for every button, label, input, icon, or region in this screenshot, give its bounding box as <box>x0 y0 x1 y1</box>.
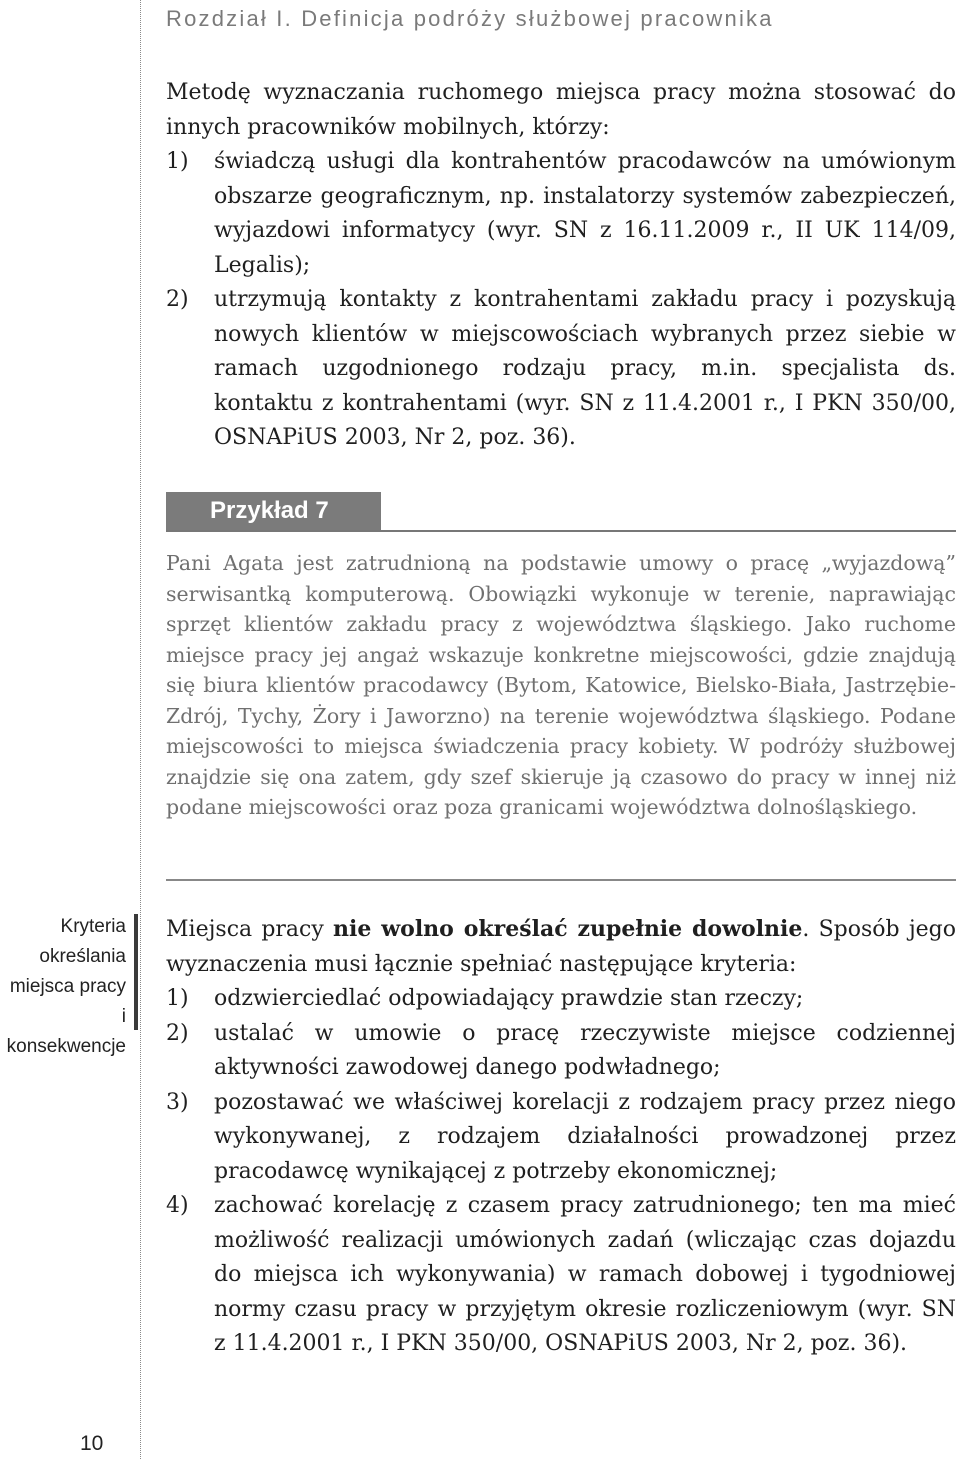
list-item <box>166 1017 956 1086</box>
margin-divider <box>140 0 141 1459</box>
criteria-section <box>166 912 956 1362</box>
example-text: Pani Agata jest zatrudnioną na podstawie umowy o pracę „wyjazdową” serwisantką komputerową. Obowiązki wykonuje w terenie, naprawiając sprzęt klientów zakładu pracy z województwa śląskiego. Jako ruchome miejsce pracy jej angaż wskazuje konkretne miejscowości, gdzie znajdują się biura klientów pracodawcy (Bytom, Katowice, Bielsko-Biała, Jastrzębie-Zdrój, Tychy, Żory i Jaworzno) na terenie województwa śląskiego. Podane miejscowości to miejsca świadczenia pracy kobiety. W podróży służbowej znajdzie się ona zatem, gdy szef skieruje ją czasowo do pracy w innej niż podane miejscowości oraz poza granicami województwa dolnośląskiego. <box>166 551 956 819</box>
chapter-header: Rozdział I. Definicja podróży służbowej pracownika <box>166 6 774 31</box>
example-header <box>166 492 956 532</box>
margin-note-line: i konsekwencje <box>6 1006 126 1057</box>
margin-note-line: Kryteria <box>60 916 126 937</box>
mobile-workers-section <box>166 76 956 456</box>
section-separator <box>166 879 956 881</box>
margin-note-line: określania <box>39 946 126 967</box>
margin-note-bar <box>134 914 138 1030</box>
list-text: zachować korelację z czasem pracy zatrudnionego; ten ma mieć możliwość realizacji umówionych zadań (wliczając czas dojazdu do miejsca ich wykonywania) w ramach dobowej i tygodniowej normy czasu pracy w przyjętym okresie rozliczeniowym (wyr. SN z 11.4.2001 r., I PKN 350/00, OSNAPiUS 2003, Nr 2, poz. 36). <box>214 1193 956 1356</box>
criteria-intro-end: . Sposób jego wyznaczenia musi łącznie spełniać następujące kryteria: <box>166 917 956 977</box>
list-number: 2) <box>166 1020 189 1046</box>
list-item <box>166 145 956 283</box>
list-number: 3) <box>166 1089 189 1115</box>
list-item <box>166 1086 956 1190</box>
margin-note <box>6 912 126 1062</box>
list-number: 4) <box>166 1193 189 1218</box>
criteria-intro <box>166 912 956 982</box>
list-text: utrzymują kontakty z kontrahentami zakładu pracy i pozyskują nowych klientów w miejscowościach wybranych przez siebie w ramach uzgodnionego rodzaju pracy, m.in. specjalista ds. kontaktu z kontrahentami (wyr. SN z 11.4.2001 r., I PKN 350/00, OSNAPiUS 2003, Nr 2, poz. 36). <box>214 287 956 450</box>
criteria-intro-bold: nie wolno określać zupełnie dowolnie <box>333 916 803 942</box>
list-item <box>166 982 956 1017</box>
list-text: ustalać w umowie o pracę rzeczywiste miejsce codziennej aktywności zawodowej danego podwładnego; <box>214 1020 956 1080</box>
list-item <box>166 283 956 456</box>
list-number: 2) <box>166 287 189 312</box>
list-text: odzwierciedlać odpowiadający prawdzie stan rzeczy; <box>214 986 804 1011</box>
page-number: 10 <box>80 1432 104 1455</box>
margin-note-line: miejsca pracy <box>9 976 126 997</box>
example-box <box>166 548 956 823</box>
example-label: Przykład 7 <box>166 492 381 530</box>
list-text: świadczą usługi dla kontrahentów pracodawców na umówionym obszarze geograficznym, np. instalatorzy systemów zabezpieczeń, wyjazdowi informatycy (wyr. SN z 16.11.2009 r., II UK 114/09, Legalis); <box>214 149 956 278</box>
list-number: 1) <box>166 149 189 174</box>
section-intro: Metodę wyznaczania ruchomego miejsca pracy można stosować do innych pracowników mobilnych, którzy: <box>166 80 956 140</box>
list-text: pozostawać we właściwej korelacji z rodzajem pracy przez niego wykonywanej, z rodzajem działalności prowadzonej przez pracodawcę wynikającej z potrzeby ekonomicznej; <box>214 1089 956 1184</box>
list-item <box>166 1189 956 1362</box>
criteria-intro-start: Miejsca pracy <box>166 917 333 942</box>
list-number: 1) <box>166 986 189 1011</box>
